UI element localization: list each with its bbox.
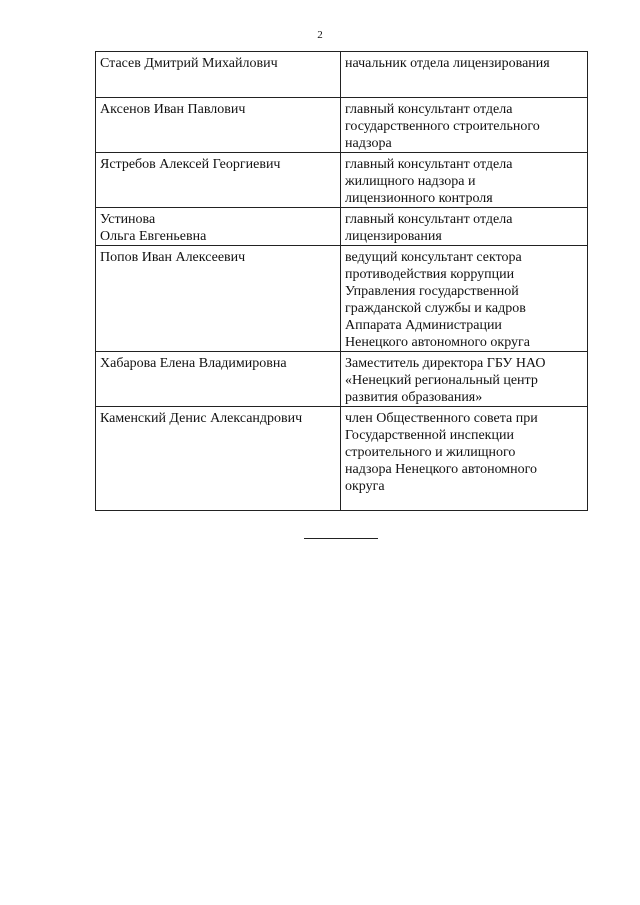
table-row: [96, 208, 588, 246]
closing-divider: [304, 538, 378, 539]
member-name: Аксенов Иван Павлович: [96, 98, 341, 153]
member-position: главный консультант отдела жилищного надзора и лицензионного контроля: [341, 153, 588, 208]
table-row: [96, 153, 588, 208]
table-row: [96, 52, 588, 98]
member-position: Заместитель директора ГБУ НАО «Ненецкий региональный центр развития образования»: [341, 352, 588, 407]
member-name: Стасев Дмитрий Михайлович: [96, 52, 341, 98]
member-position: главный консультант отдела государственного строительного надзора: [341, 98, 588, 153]
member-name: Устинова Ольга Евгеньевна: [96, 208, 341, 246]
table-row: [96, 98, 588, 153]
member-position: главный консультант отдела лицензирования: [341, 208, 588, 246]
member-name: Каменский Денис Александрович: [96, 407, 341, 511]
member-name: Ястребов Алексей Георгиевич: [96, 153, 341, 208]
member-position: член Общественного совета при Государственной инспекции строительного и жилищного надзора Ненецкого автономного округа: [341, 407, 588, 511]
members-table: [95, 51, 588, 511]
page-number: 2: [317, 29, 323, 41]
member-position: ведущий консультант сектора противодействия коррупции Управления государственной гражданской службы и кадров Аппарата Администрации Ненецкого автономного округа: [341, 246, 588, 352]
member-name: Попов Иван Алексеевич: [96, 246, 341, 352]
table-row: [96, 246, 588, 352]
table-row: [96, 407, 588, 511]
table-row: [96, 352, 588, 407]
member-name: Хабарова Елена Владимировна: [96, 352, 341, 407]
member-position: начальник отдела лицензирования: [341, 52, 588, 98]
